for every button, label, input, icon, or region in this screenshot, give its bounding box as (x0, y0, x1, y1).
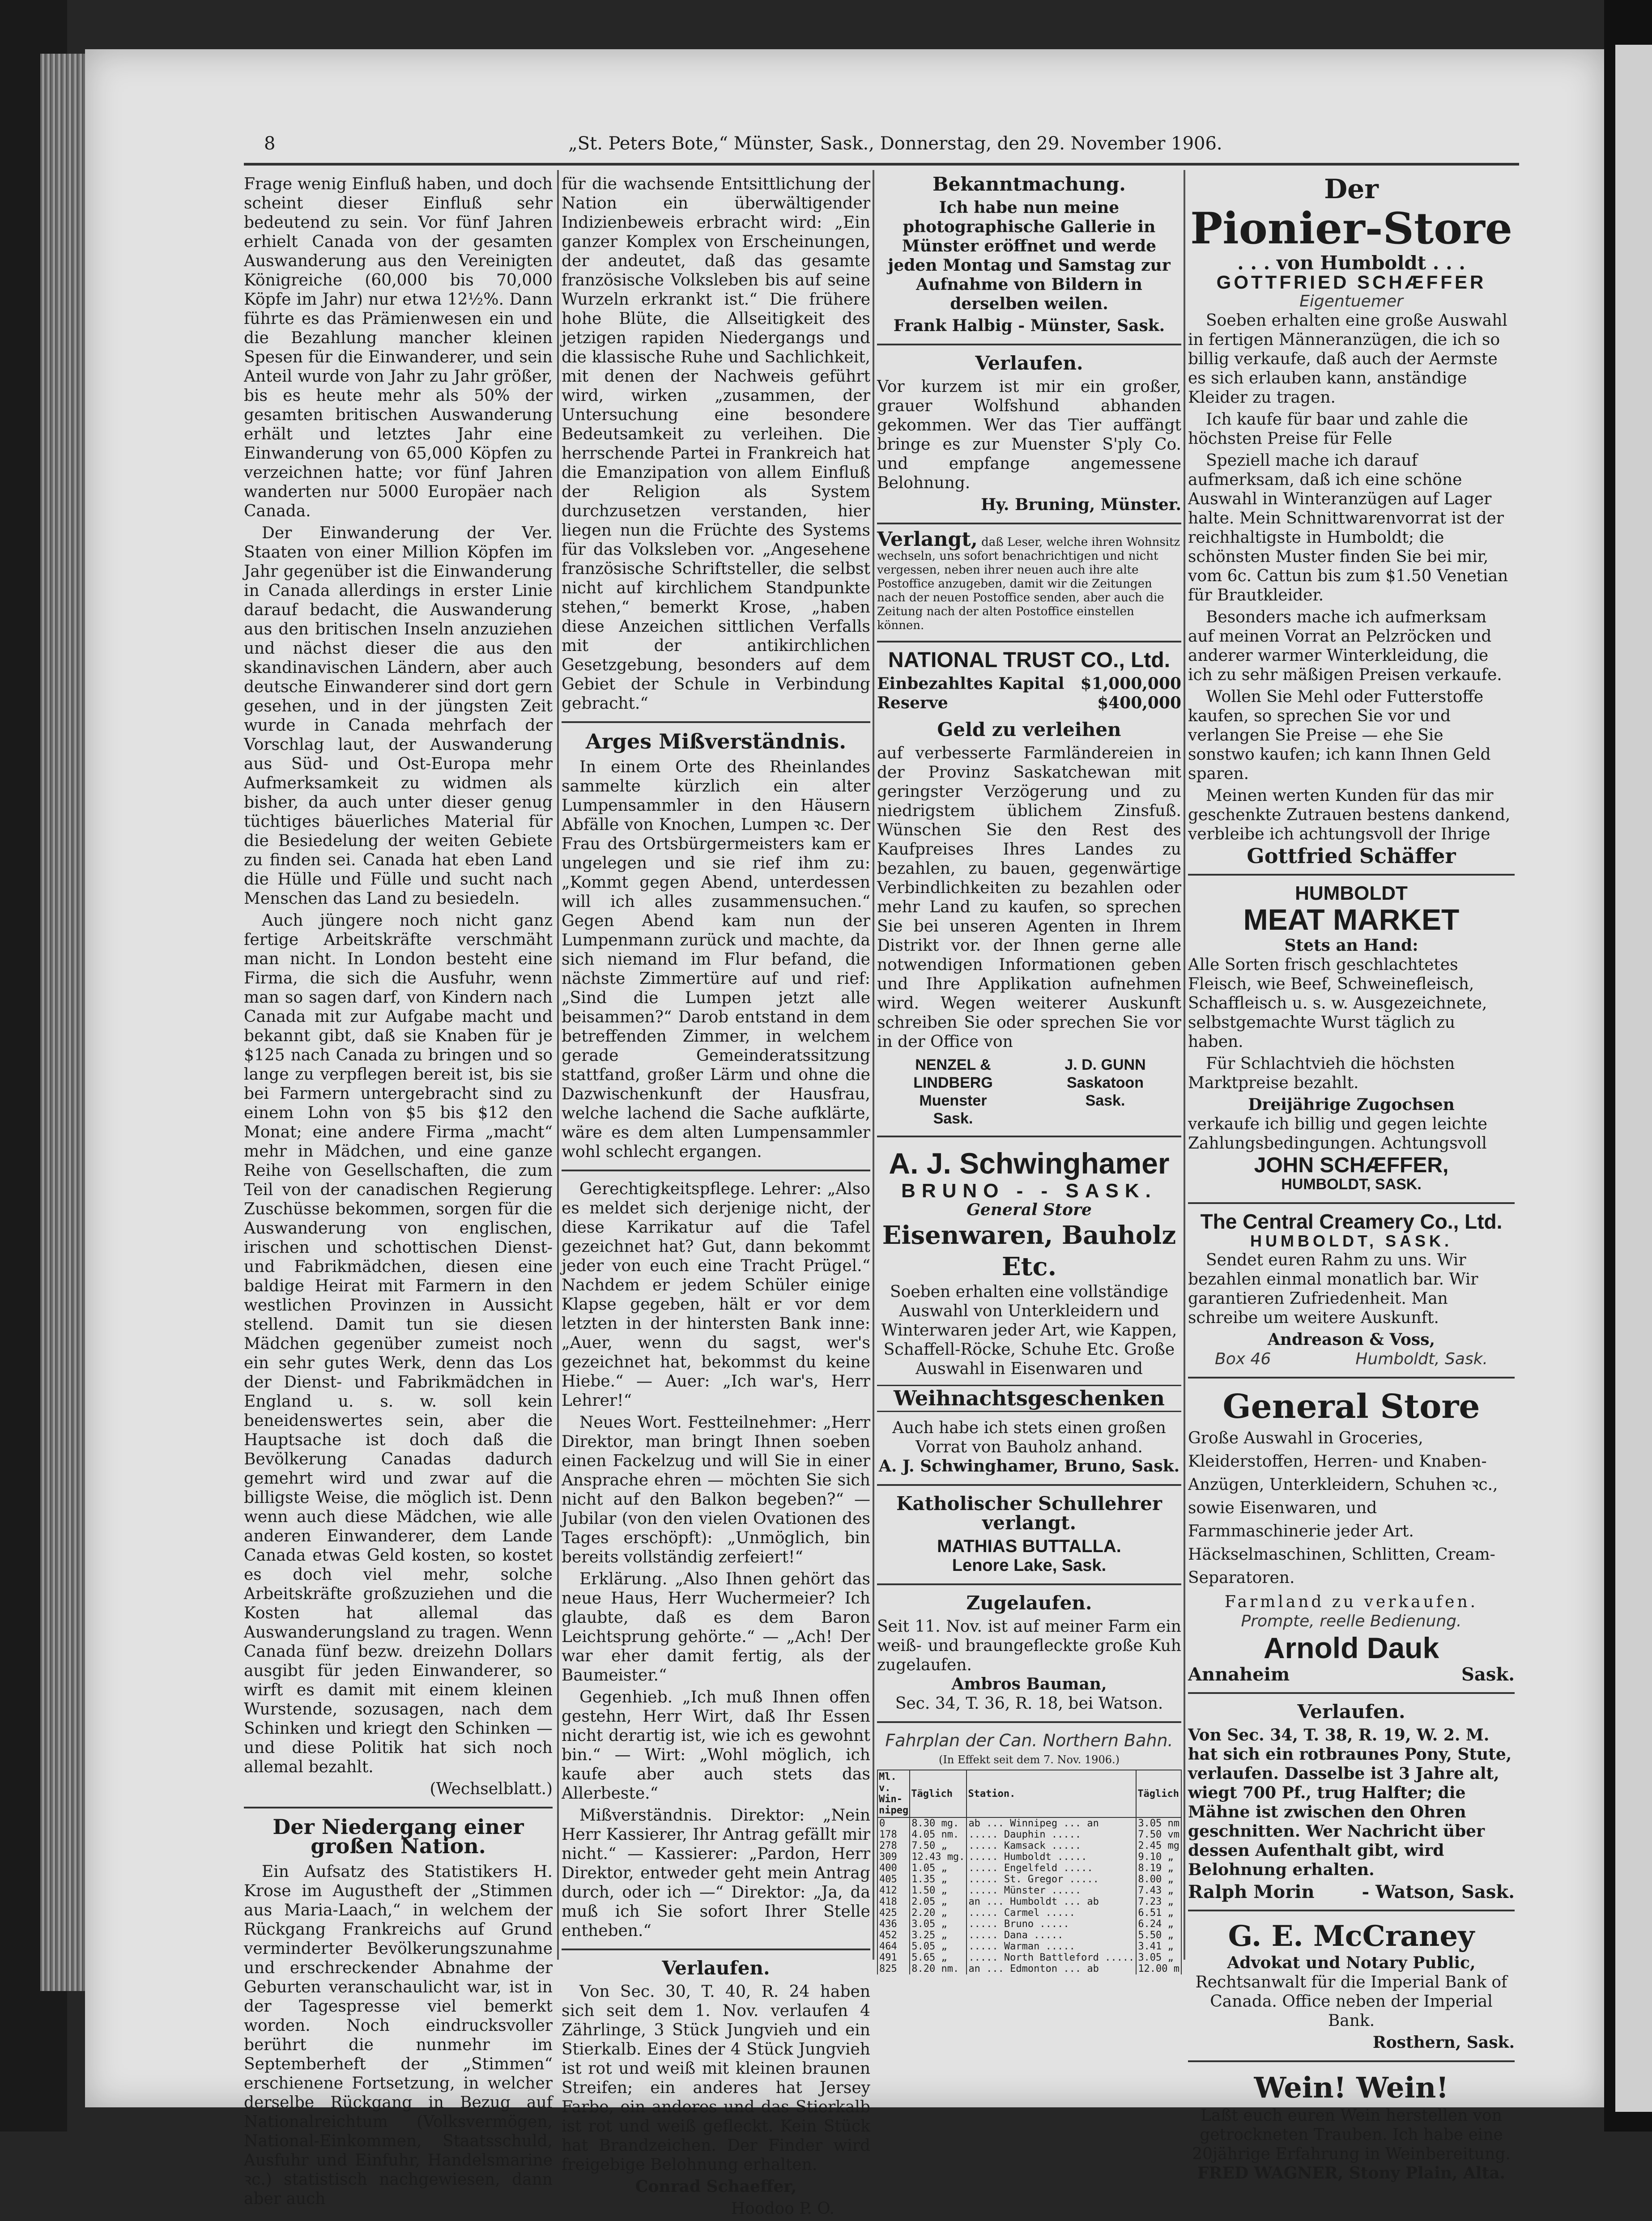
timetable-cell: 464 (877, 1941, 910, 1952)
divider (1188, 1910, 1515, 1911)
divider (1188, 874, 1515, 876)
timetable-cell: 8.19 „ (1136, 1863, 1181, 1874)
ad-text: Soeben erhalten eine große Auswahl in fertigen Männeranzügen, die ich so billig verkaufe, daß auch der Aermste es sich erlauben kann, anständige Kleider zu tragen. (1188, 311, 1507, 407)
timetable-row (877, 1907, 1181, 1919)
ad-place: BRUNO - - SASK. (901, 1180, 1157, 1202)
timetable-cell: ab ... Winnipeg ... an (967, 1817, 1136, 1829)
article-paragraph: Frage wenig Einfluß haben, und doch scheint dieser Einfluß sehr bedeutend zu sein. Vor fünf Jahren erhielt Canada von der gesamten Auswanderung aus den Vereinigten Königreiche (60,000 bis 70,000 Köpfe im Jahr) nur etwa 12½%. Dann führte es das Prämienwesen ein und die Bezahlung mancher kleinen Spesen für die Einwanderer, und sein Anteil wurde von Jahr zu Jahr größer, bis es heute mehr als 50% der gesamten britischen Auswanderung erhält und letztes Jahr eine Einwanderung von 65,000 Köpfen zu verzeichnen hatte; vor fünf Jahren wanderten nur 5000 Europäer nach Canada. (244, 175, 553, 520)
divider (877, 1484, 1181, 1486)
divider (562, 1949, 870, 1950)
capital-value: $1,000,000 (1080, 674, 1181, 693)
ad-title: The Central Creamery Co., Ltd. (1200, 1210, 1503, 1233)
ad-title: Zugelaufen. (966, 1592, 1092, 1614)
timetable-cell: 6.24 „ (1136, 1919, 1181, 1930)
timetable-cell: 5.05 „ (910, 1941, 967, 1952)
timetable-cell: ..... Carmel ..... (967, 1907, 1136, 1919)
ad-title: General Store (1222, 1387, 1480, 1426)
divider (877, 523, 1181, 524)
ad-place: HUMBOLDT (1295, 882, 1408, 904)
reserve-label: Reserve (877, 694, 948, 712)
agent-2: J. D. GUNN Saskatoon Sask. (1064, 1056, 1146, 1109)
timetable-cell: 2.05 „ (910, 1896, 967, 1907)
timetable-cell: 825 (877, 1963, 910, 1974)
ad-subtitle: Dreijährige Zugochsen (1248, 1095, 1455, 1114)
timetable-cell: 3.05 „ (1136, 1952, 1181, 1963)
divider (1188, 2060, 1515, 2062)
ad-name: Ralph Morin (1188, 1881, 1315, 1902)
ad-text: Wollen Sie Mehl oder Futterstoffe kaufen, so sprechen Sie vor und verlangen Sie Preise — ehe Sie sonstwo kaufen; ich kann Ihnen Geld sparen. (1188, 688, 1491, 783)
timetable-cell: 9.10 „ (1136, 1851, 1181, 1863)
article-paragraph: Der Einwanderung der Ver. Staaten von einer Million Köpfen im Jahr gegenüber ist die Einwanderung in Canada allerdings in erster Linie darauf bedacht, die Auswanderung aus den britischen Inseln anzuziehen und nächst dieser die aus den skandinavischen Ländern, aber auch deutsche Einwanderer sind dort gern gesehen, und in der jüngsten Zeit wurde in Canada mehrfach der Vorschlag laut, der Auswanderung aus Süd- und Ost-Europa mehr Aufmerksamkeit zu widmen als bisher, da auch unter dieser genug tüchtiges bäuerliches Material für die Besiedelung der weiten Gebiete zu finden sei. Canada hat eben Land die Hülle und Fülle und sucht nach Menschen das Land zu besiedeln. (244, 524, 553, 908)
ad-subtitle: Eisenwaren, Bauholz Etc. (882, 1221, 1176, 1281)
ad-text: Vor kurzem ist mir ein großer, grauer Wolfshund abhanden gekommen. Wer das Tier auffängt bringe es zur Muenster S'ply Co. und empfange angemessene Belohnung. (877, 378, 1181, 492)
timetable-cell: 400 (877, 1863, 910, 1874)
ad-signature: Conrad Schaeffer, (635, 2177, 797, 2196)
ad-name: MATHIAS BUTTALLA. (937, 1536, 1121, 1556)
ad-text: Auch habe ich stets einen großen Vorrat von Bauholz anhand. (892, 1419, 1166, 1456)
ad-place: Annaheim (1188, 1664, 1290, 1685)
timetable-cell: ..... Münster ..... (967, 1885, 1136, 1896)
timetable-row (877, 1952, 1181, 1963)
ad-title: MEAT MARKET (1243, 903, 1460, 936)
timetable-row (877, 1817, 1181, 1829)
timetable-cell: ..... St. Gregor ..... (967, 1874, 1136, 1885)
ad-signature: Frank Halbig - Münster, Sask. (893, 316, 1165, 335)
ad-text: Ich habe nun meine photographische Gallerie in Münster eröffnet und werde jeden Montag und Samstag zur Aufnahme von Bildern in derselben weilen. (888, 198, 1171, 313)
timetable-header-cell: Ml. v. Win-nipeg (877, 1770, 910, 1817)
joke-paragraph: Gerechtigkeitspflege. Lehrer: „Also es meldet sich derjenige nicht, der diese Karrikatur auf die Tafel gezeichnet hat? Gut, dann bekommt jeder von euch eine Tracht Prügel.“ Nachdem er jedem Schüler einige Klapse gegeben, hält er vor dem letzten in der hintersten Bank inne: „Auer, wenn du sagst, wer's gezeichnet hat, bekommst du keine Hiebe.“ — Auer: „Ich war's, Herr Lehrer!“ (562, 1180, 870, 1410)
ad-text: Ich kaufe für baar und zahle die höchsten Preise für Felle (1188, 410, 1468, 448)
timetable-cell: 418 (877, 1896, 910, 1907)
ad-title: G. E. McCraney (1228, 1919, 1475, 1953)
handwritten-note: Prompte, reelle Bedienung. (1241, 1612, 1462, 1630)
timetable-cell: 5.65 „ (910, 1952, 967, 1963)
joke-paragraph: Gegenhieb. „Ich muß Ihnen offen gestehn, Herr Wirt, daß Ihr Essen nicht derartig ist, wie ich es gewohnt bin.“ — Wirt: „Wohl möglich, ich kaufe aber auch stets das Allerbeste.“ (562, 1688, 870, 1803)
page-number: 8 (264, 133, 276, 154)
column-3 (877, 174, 1181, 1974)
article-title: Der Niedergang einer großen Nation. (272, 1815, 524, 1858)
timetable-cell: 3.05 nm (1136, 1817, 1181, 1829)
article-paragraph: Ein Aufsatz des Statistikers H. Krose im Augustheft der „Stimmen aus Maria-Laach,“ in welchem der Rückgang Frankreichs auf Grund verminderter Bevölkerungszunahme und erschreckender Abnahme der Geburten veranschaulicht war, ist in der Tagespresse viel bemerkt worden. Noch eindrucksvoller berührt die nunmehr im Septemberheft der „Stimmen“ erschienene Fortsetzung, in welcher derselbe Rückgang in Bezug auf Nationalreichtum (Volksvermögen, National-Einkommen, Staatsschuld, Ausfuhr und Einfuhr, Handelsmarine ꝛc.) statistisch nachgewiesen, dann aber auch (244, 1863, 553, 2208)
page-edges (40, 54, 89, 1991)
timetable-header-cell: Station. (967, 1770, 1136, 1817)
ad-title: NATIONAL TRUST CO., Ltd. (888, 648, 1171, 672)
timetable-cell: 5.50 „ (1136, 1930, 1181, 1941)
ad-text: Sendet euren Rahm zu uns. Wir bezahlen einmal monatlich bar. Wir garantieren Zufriedenheit. Man schreibe um weitere Auskunft. (1188, 1251, 1478, 1327)
ad-signature: FRED WAGNER, Stony Plain, Alta. (1197, 2164, 1506, 2183)
column-4 (1188, 174, 1515, 2183)
timetable-row (877, 1919, 1181, 1930)
timetable-cell: 1.05 „ (910, 1863, 967, 1874)
timetable-cell: 12.00 m (1136, 1963, 1181, 1974)
ad-subtitle: Weihnachtsgeschenken (877, 1385, 1181, 1412)
timetable-row (877, 1863, 1181, 1874)
timetable-row (877, 1896, 1181, 1907)
divider (877, 641, 1181, 642)
ad-signature: Gottfried Schäffer (1247, 844, 1456, 868)
handwritten-note: Eigentuemer (1299, 292, 1403, 311)
divider (1188, 1377, 1515, 1379)
ad-text: Soeben erhalten eine vollständige Auswahl von Unterkleidern und Winterwaren jeder Art, wie Kappen, Schaffell-Röcke, Schuhe Etc. Große Auswahl in Eisenwaren und (881, 1283, 1177, 1378)
ad-text: Für Schlachtvieh die höchsten Marktpreise bezahlt. (1188, 1055, 1455, 1092)
timetable-cell: ..... North Battleford ..... (967, 1952, 1136, 1963)
timetable-cell: 8.00 „ (1136, 1874, 1181, 1885)
divider (877, 1583, 1181, 1585)
timetable-header-cell: Täglich (1136, 1770, 1181, 1817)
timetable-cell: 12.43 mg. (910, 1851, 967, 1863)
ad-signature: JOHN SCHÆFFER, (1254, 1153, 1449, 1177)
handwritten-note: Humboldt, Sask. (1355, 1350, 1488, 1368)
timetable-row (877, 1930, 1181, 1941)
timetable (877, 1770, 1182, 1974)
timetable-cell: ..... Dauphin ..... (967, 1829, 1136, 1840)
ad-text: Besonders mache ich aufmerksam auf meinen Vorrat an Pelzröcken und anderer warmer Winterkleidung, die ich zu sehr mäßigen Preisen verkaufe. (1188, 608, 1502, 684)
article-paragraph: für die wachsende Entsittlichung der Nation ein überwältigender Indizienbeweis erbracht wird: „Ein ganzer Komplex von Erscheinungen, der andeutet, daß das gesamte französische Volksleben bis auf seine Wurzeln erkrankt ist.“ Die frühere hohe Blüte, die Allseitigkeit des jetzigen rapiden Niedergangs und die klassische Ruhe und Sachlichkeit, mit denen der Nachweis geführt wird, wirken „zusammen, der Untersuchung eine besondere Bedeutsamkeit zu verleihen. Die herrschende Partei in Frankreich hat die Emanzipation von allem Einfluß der Religion als System durchzusetzen verstanden, hier liegen nun die Früchte des Systems für das Volksleben vor. „Angesehene französische Schriftsteller, die selbst nicht auf kirchlichem Standpunkte stehen,“ bemerkt Krose, „haben diese Anzeichen sittlichen Verfalls mit der antikirchlichen Gesetzgebung, besonders auf dem Gebiet der Schule in Verbindung gebracht.“ (562, 175, 870, 713)
timetable-row (877, 1851, 1181, 1863)
divider (1188, 1692, 1515, 1694)
divider (562, 721, 870, 723)
ad-title: Der (1324, 174, 1379, 205)
ad-subtitle: Advokat und Notary Public, (1227, 1953, 1476, 1972)
timetable-cell: 8.20 nm. (910, 1963, 967, 1974)
timetable-row (877, 1963, 1181, 1974)
ad-title: Verlaufen. (1297, 1701, 1405, 1723)
timetable-cell: 278 (877, 1840, 910, 1851)
timetable-cell: 6.51 „ (1136, 1907, 1181, 1919)
ad-text: verkaufe ich billig und gegen leichte Zahlungsbedingungen. Achtungsvoll (1188, 1115, 1487, 1153)
ad-title: Bekanntmachung. (932, 173, 1126, 195)
ad-text: auf verbesserte Farmländereien in der Provinz Saskatchewan mit geringster Verzögerung und zu niedrigstem üblichem Zinsfuß. Wünschen Sie den Rest des Kaufpreises Ihres Landes zu bezahlen, zu bauen, gegenwärtige Verbindlichkeiten zu bezahlen oder mehr Land zu kaufen, so sprechen Sie bei unseren Agenten in Ihrem Distrikt vor. der Ihnen gerne alle notwendigen Informationen geben und Ihre Applikation aufnehmen wird. Wegen weiterer Auskunft schreiben Sie oder sprechen Sie vor in der Office von (877, 744, 1181, 1051)
ad-place: Sask. (1461, 1664, 1515, 1685)
ad-place: Sec. 34, T. 36, R. 18, bei Watson. (895, 1694, 1163, 1713)
divider (877, 1721, 1181, 1723)
timetable-cell: 436 (877, 1919, 910, 1930)
ad-title: Wein! Wein! (1254, 2071, 1449, 2105)
timetable-cell: 0 (877, 1817, 910, 1829)
timetable-cell: 4.05 nm. (910, 1829, 967, 1840)
ad-text: Speziell mache ich darauf aufmerksam, daß ich eine schöne Auswahl in Winteranzügen auf Lager halte. Mein Schnittwarenvorrat ist der reichhaltigste in Humboldt; die schönsten Muster finden Sie bei mir, vom 6c. Cattun bis zum $1.50 Venetian für Brautkleider. (1188, 451, 1508, 604)
ad-signature: Hy. Bruning, Münster. (981, 495, 1181, 514)
ad-owner: GOTTFRIED SCHÆFFER (1216, 272, 1486, 293)
ad-title: Katholischer Schullehrer verlangt. (896, 1493, 1162, 1534)
timetable-cell: 7.43 „ (1136, 1885, 1181, 1896)
column-1 (244, 174, 553, 2211)
divider (877, 1136, 1181, 1137)
timetable-cell: ..... Bruno ..... (967, 1919, 1136, 1930)
timetable-cell: 1.35 „ (910, 1874, 967, 1885)
timetable-row (877, 1941, 1181, 1952)
timetable-cell: 452 (877, 1930, 910, 1941)
timetable-cell: 3.25 „ (910, 1930, 967, 1941)
ad-place: Hoodoo P. O. (731, 2200, 835, 2218)
column-rule-3 (1184, 170, 1185, 1960)
ad-place: Rosthern, Sask. (1372, 2033, 1515, 2052)
timetable-cell: 7.50 vm (1136, 1829, 1181, 1840)
timetable-title: Fahrplan der Can. Northern Bahn. (885, 1731, 1173, 1750)
timetable-cell: an ... Humboldt ... ab (967, 1896, 1136, 1907)
ad-text: Alle Sorten frisch geschlachtetes Fleisch, wie Beef, Schweinefleisch, Schaffleisch u. s. w. Ausgezeichnete, selbstgemachte Wurst täglich zu haben. (1188, 956, 1487, 1051)
timetable-cell: 3.41 „ (1136, 1941, 1181, 1952)
timetable-cell: 405 (877, 1874, 910, 1885)
joke-paragraph: Neues Wort. Festteilnehmer: „Herr Direktor, man bringt Ihnen soeben einen Fackelzug und will Sie in einer Ansprache ehren — möchten Sie sich nicht auf den Balkon begeben?“ — Jubilar (von den vielen Ovationen des Tages erschöpft): „Unmöglich, bin bereits vollständig zerfeiert!“ (562, 1413, 870, 1566)
ad-place: Lenore Lake, Sask. (952, 1556, 1107, 1575)
timetable-subtitle: (In Effekt seit dem 7. Nov. 1906.) (939, 1753, 1120, 1766)
timetable-row (877, 1840, 1181, 1851)
ad-subtitle: Geld zu verleihen (937, 719, 1121, 740)
timetable-cell: 491 (877, 1952, 910, 1963)
ad-text: daß Leser, welche ihren Wohnsitz wechseln, uns sofort benachrichtigen und nicht vergessen, neben ihrer neuen auch ihre alte Postoffice anzugeben, damit wir die Zeitungen nach der neuen Postoffice senden, aber auch die Zeitung nach der alten Postoffice einstellen können. (877, 536, 1180, 632)
divider (244, 1807, 553, 1808)
ad-title: Verlaufen. (662, 1957, 770, 1979)
timetable-cell: an ... Edmonton ... ab (967, 1963, 1136, 1974)
divider (1188, 1202, 1515, 1204)
ad-text: Laßt euch euren Wein herstellen von getrockneten Trauben. Ich habe eine 20jährige Erfahrung in Weinbereitung. (1192, 2106, 1511, 2163)
timetable-cell: 7.23 „ (1136, 1896, 1181, 1907)
reserve-value: $400,000 (1097, 694, 1181, 712)
divider (562, 1170, 870, 1171)
timetable-cell: 412 (877, 1885, 910, 1896)
ad-place: - Watson, Sask. (1362, 1881, 1515, 1902)
ad-title: A. J. Schwinghamer (889, 1147, 1170, 1180)
timetable-row (877, 1885, 1181, 1896)
article-title: Arges Mißverständnis. (585, 729, 847, 753)
timetable-cell: ..... Warman ..... (967, 1941, 1136, 1952)
ad-text: Von Sec. 34, T. 38, R. 19, W. 2. M. hat sich ein rotbraunes Pony, Stute, verlaufen. Dasselbe ist 3 Jahre alt, wiegt 700 Pf., trug Halfter; die Mähne ist zwischen den Ohren geschnitten. Wer Nachricht über dessen Aufenthalt gibt, wird Belohnung erhalten. (1188, 1726, 1512, 1879)
timetable-cell: ..... Humboldt ..... (967, 1851, 1136, 1863)
ad-title: Pionier-Store (1190, 203, 1512, 254)
timetable-cell: 7.50 „ (910, 1840, 967, 1851)
timetable-cell: 8.30 mg. (910, 1817, 967, 1829)
ad-text: Rechtsanwalt für die Imperial Bank of Canada. Office neben der Imperial Bank. (1195, 1973, 1507, 2030)
agent-1: NENZEL & LINDBERG Muenster Sask. (913, 1056, 993, 1127)
article-paragraph: In einem Orte des Rheinlandes sammelte kürzlich ein alter Lumpensammler in den Häusern Abfälle von Knochen, Lumpen ꝛc. Der Frau des Ortsbürgermeisters kam er ungelegen und sie rief ihm zu: „Kommt gegen Abend, unterdessen will ich alles zusammensuchen.“ Gegen Abend kam nun der Lumpenmann zurück und machte, da sich niemand im Flur befand, die nächste Zimmertüre auf und rief: „Sind die Lumpen jetzt alle beisammen?“ Darob entstand in dem betreffenden Zimmer, in welchem gerade Gemeinderatssitzung stattfand, großer Lärm und ohne die Dazwischenkunft der Hausfrau, welche lachend die Sache aufklärte, wäre es dem alten Lumpensammler wohl schlecht ergangen. (562, 758, 870, 1161)
handwritten-note: Box 46 (1215, 1350, 1271, 1368)
joke-paragraph: Mißverständnis. Direktor: „Nein Herr Kassierer, Ihr Antrag gefällt mir nicht.“ — Kassierer: „Pardon, Herr Direktor, entweder geht mein Antrag durch, oder ich —“ Direktor: „Ja, da muß ich Sie sofort Ihrer Stelle entheben.“ (562, 1806, 870, 1940)
timetable-cell: ..... Dana ..... (967, 1930, 1136, 1941)
ad-name: Andreason & Voss, (1267, 1330, 1435, 1349)
timetable-cell: ..... Kamsack ..... (967, 1840, 1136, 1851)
timetable-cell: 2.20 „ (910, 1907, 967, 1919)
next-page-edge (1615, 45, 1652, 2112)
timetable-cell: 1.50 „ (910, 1885, 967, 1896)
ad-title: Verlaufen. (975, 352, 1083, 374)
column-rule-2 (873, 170, 874, 1960)
article-source: (Wechselblatt.) (430, 1780, 553, 1798)
timetable-row (877, 1874, 1181, 1885)
ad-text: Seit 11. Nov. ist auf meiner Farm ein weiß- und braungefleckte große Kuh zugelaufen. (877, 1617, 1181, 1674)
ad-text: Meinen werten Kunden für das mir geschenkte Zutrauen bestens dankend, verbleibe ich achtungsvoll der Ihrige (1188, 787, 1511, 843)
ad-text: Von Sec. 30, T. 40, R. 24 haben sich seit dem 1. Nov. verlaufen 4 Zährlinge, 3 Stück Jungvieh und ein Stierkalb. Eines der 4 Stück Jungvieh ist rot und weiß mit kleinen braunen Streifen; ein anderes hat Jersey Farbe, ein anderes und das Stierkalb ist rot und weiß gefleckt. Kein Stück hat Brandzeichen. Der Finder wird freigebige Belohnung erhalten. (562, 1983, 870, 2174)
timetable-cell: 2.45 mg (1136, 1840, 1181, 1851)
column-2 (562, 174, 870, 2221)
ad-name: Arnold Dauk (1263, 1631, 1439, 1664)
capital-label: Einbezahltes Kapital (877, 674, 1064, 693)
ad-lead: Verlangt, (877, 528, 978, 551)
ad-place: HUMBOLDT, SASK. (1250, 1232, 1452, 1250)
timetable-cell: 178 (877, 1829, 910, 1840)
header-rule (244, 163, 1519, 166)
column-rule-1 (557, 170, 559, 1960)
timetable-cell: 309 (877, 1851, 910, 1863)
ad-subtitle: General Store (967, 1200, 1092, 1219)
timetable-cell: ..... Engelfeld ..... (967, 1863, 1136, 1874)
ad-subtitle: Stets an Hand: (1284, 936, 1418, 955)
timetable-cell: 3.05 „ (910, 1919, 967, 1930)
ad-text: Große Auswahl in Groceries, Kleiderstoffen, Herren- und Knaben-Anzügen, Unterkleidern, Schuhen ꝛc., sowie Eisenwaren, und Farmmaschinerie jeder Art. Häckselmaschinen, Schlitten, Cream-Separatoren. (1188, 1429, 1498, 1587)
timetable-header-cell: Täglich (910, 1770, 967, 1817)
article-paragraph: Auch jüngere noch nicht ganz fertige Arbeitskräfte verschmäht man nicht. In London besteht eine Firma, die sich die Ausfuhr, wenn man so sagen darf, von Kindern nach Canada mit zur Aufgabe macht und bekannt gibt, daß sie Knaben für je $125 nach Canada zu bringen und so lange zu verpflegen bereit ist, bis sie bei Farmern untergebracht sind zu einem Lohn von $5 bis $12 den Monat; eine andere Firma „macht“ mehr in Mädchen, und eine ganze Reihe von Gesellschaften, die zum Teil von der canadischen Regierung Zuschüsse bekommen, sorgen für die Auswanderung von englischen, irischen und schottischen Dienst- und Fabrikmädchen, diesen eine baldige Heirat mit Farmern in den westlichen Provinzen in Aussicht stellend. Damit tun sie diesen Mädchen gegenüber zumeist noch ein sehr gutes Werk, denn das Los der Dienst- und Fabrikmädchen in England u. s. w. soll kein beneidenswertes sein, aber die Hauptsache ist doch daß die Bevölkerung Canadas dadurch gemehrt wird und zwar auf die billigste Weise, die möglich ist. Denn wenn auch diese Mädchen, wie alle anderen Einwanderer, dem Lande Canada etwas Geld kosten, so kostet es doch viel mehr, solche Arbeitskräfte großzuziehen und die Kosten hat allemal das Auswanderungsland zu tragen. Wenn Canada fünf bezw. dreizehn Dollars ausgibt für jeden Einwanderer, so wirft es damit mit einem kleinen Wurstende, sozusagen, nach dem Schinken und kriegt den Schinken — und diese Politik hat sich noch allemal bezahlt. (244, 911, 553, 1776)
joke-paragraph: Erklärung. „Also Ihnen gehört das neue Haus, Herr Wuchermeier? Ich glaubte, daß es dem Baron Leichtsprung gehörte.“ — „Ach! Der war eher damit fertig, als der Baumeister.“ (562, 1570, 870, 1685)
ad-name: Ambros Bauman, (951, 1675, 1107, 1693)
divider (877, 344, 1181, 345)
timetable-cell: 425 (877, 1907, 910, 1919)
timetable-row (877, 1829, 1181, 1840)
masthead-line: „St. Peters Bote,“ Münster, Sask., Donnerstag, den 29. November 1906. (568, 133, 1222, 154)
ad-subtitle: . . . von Humboldt . . . (1237, 252, 1465, 274)
ad-signature: A. J. Schwinghamer, Bruno, Sask. (878, 1457, 1180, 1476)
ad-text: Farmland zu verkaufen. (1224, 1593, 1478, 1611)
ad-place: HUMBOLDT, SASK. (1281, 1176, 1422, 1193)
